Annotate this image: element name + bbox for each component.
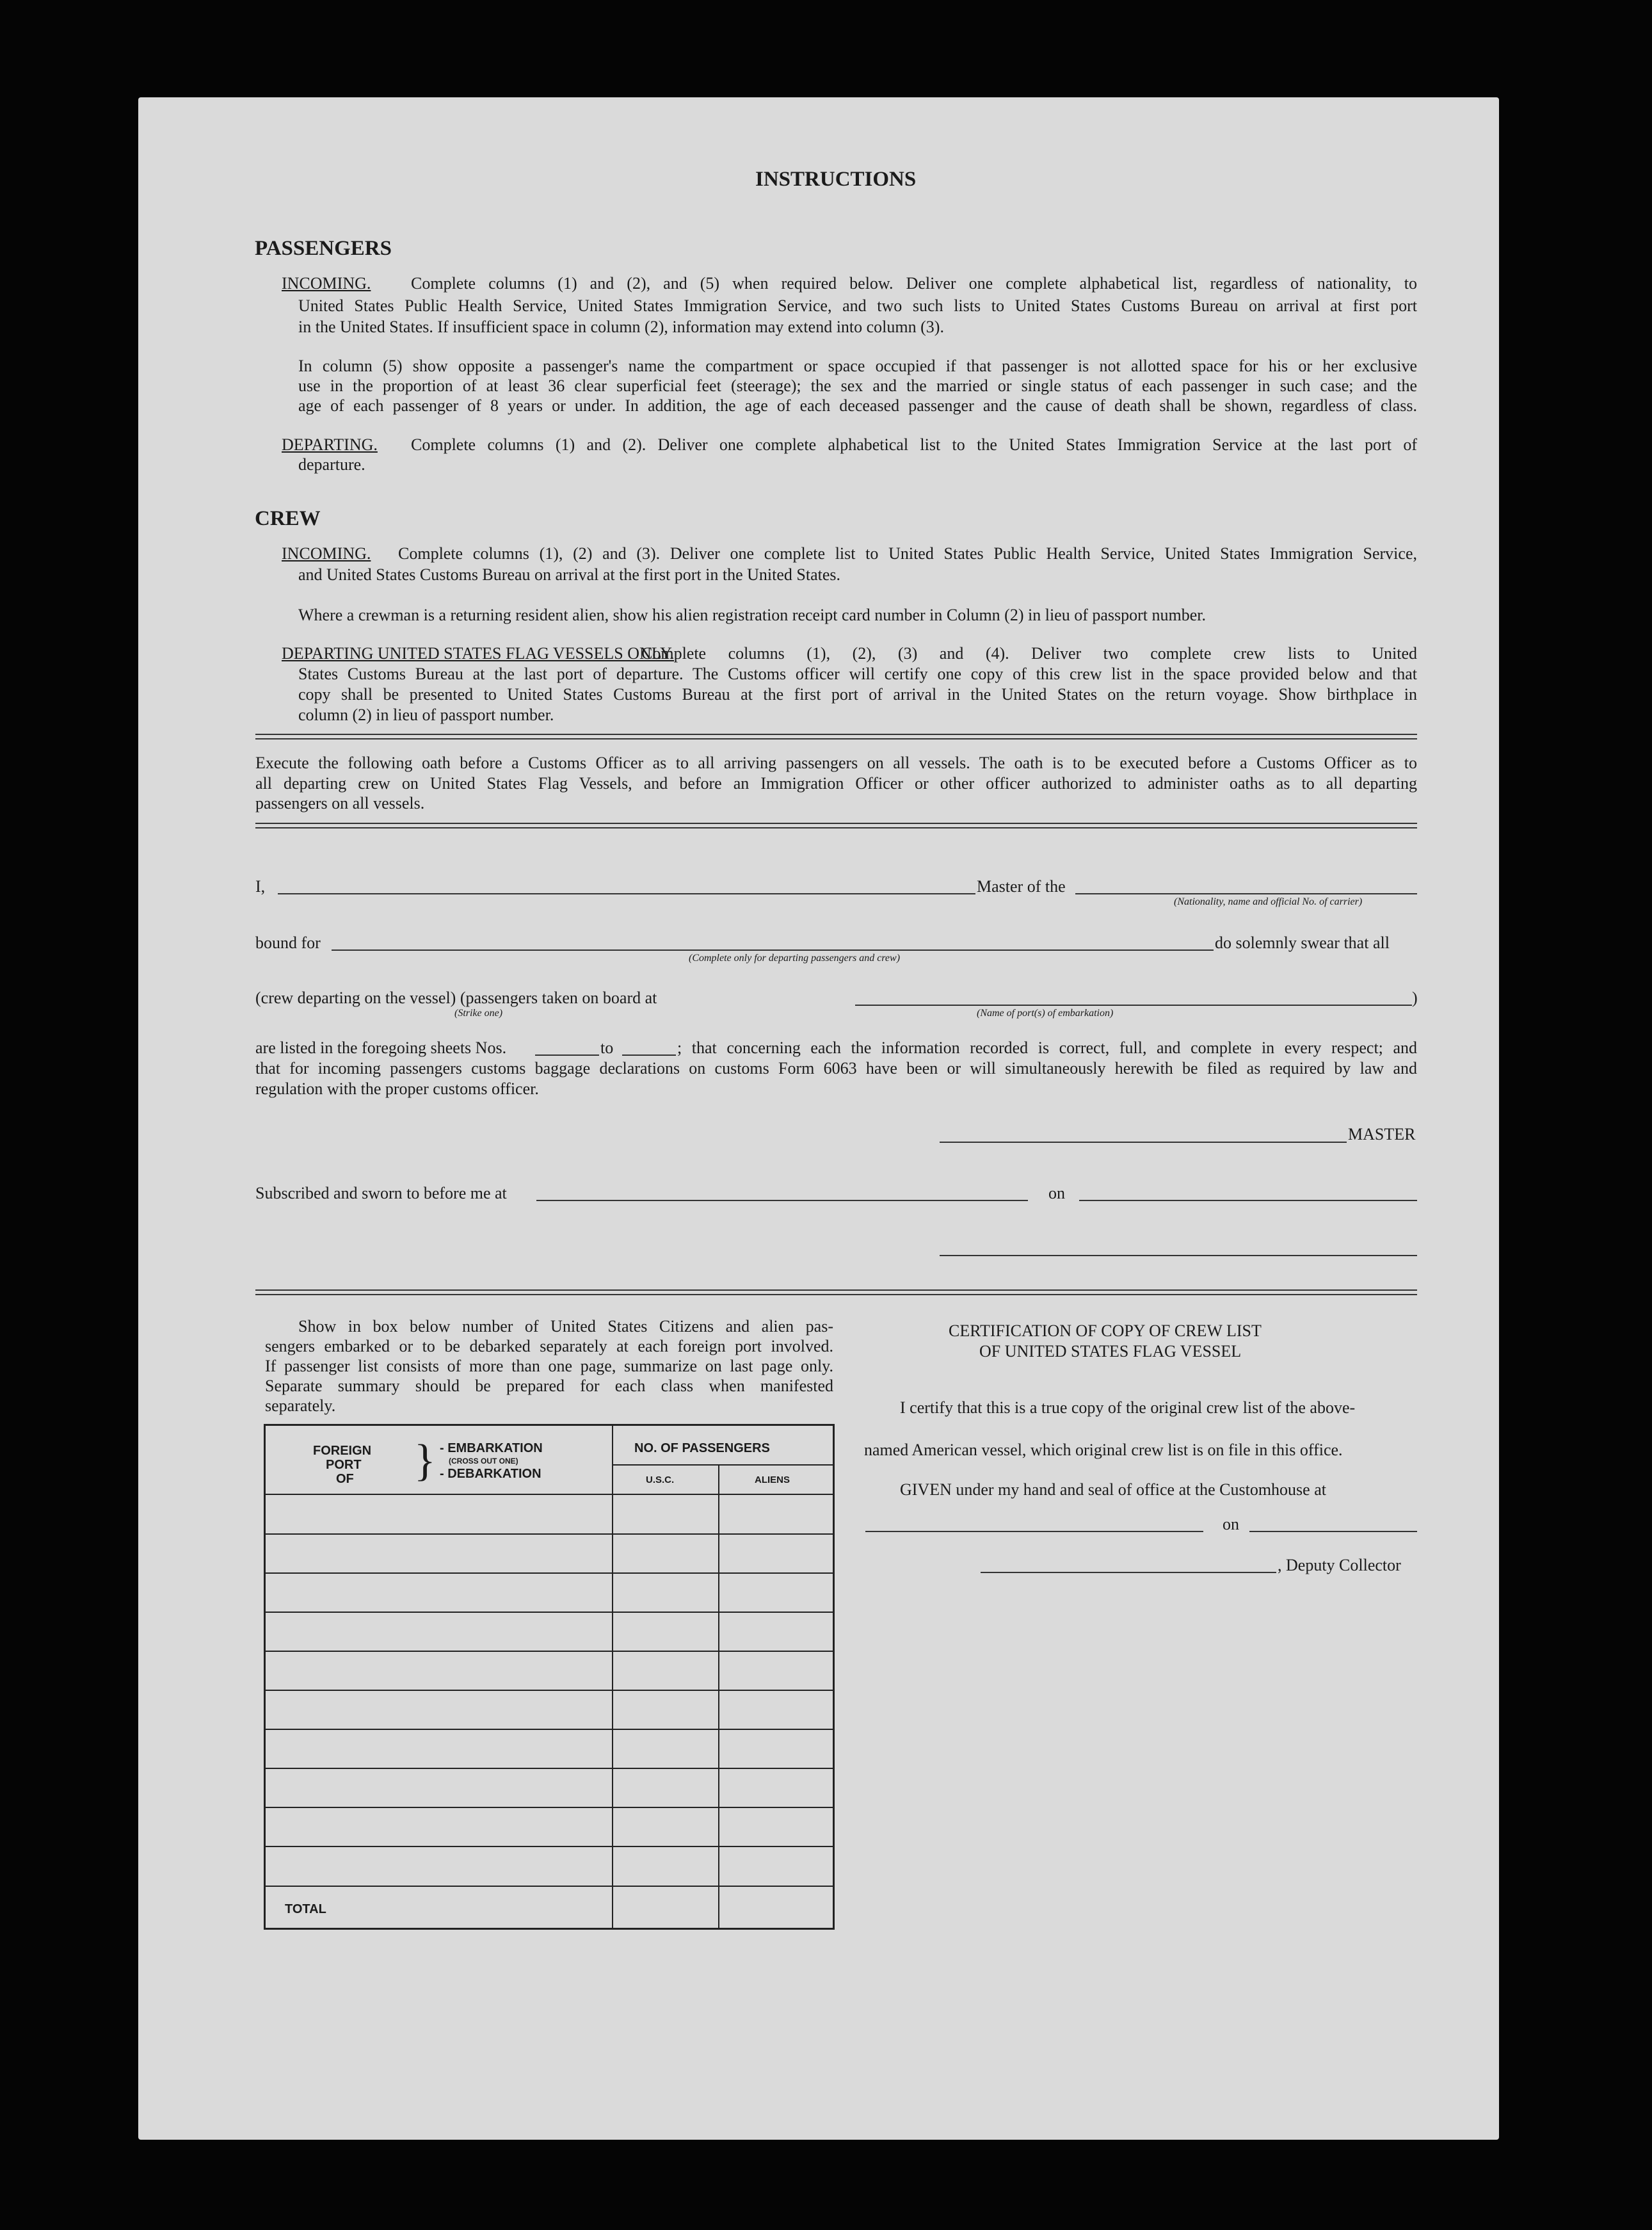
summary-instructions: If passenger list consists of more than one page, summarize on last page only.	[265, 1357, 833, 1375]
embarkation-caption: (Name of port(s) of embarkation)	[977, 1008, 1114, 1019]
crew-heading: CREW	[255, 507, 321, 530]
summary-instructions: Show in box below number of United States Citizens and alien pas-	[298, 1317, 833, 1336]
crew-departing-text: column (2) in lieu of passport number.	[298, 706, 554, 724]
table-header-foreign: FOREIGN	[313, 1444, 372, 1458]
certification-title: OF UNITED STATES FLAG VESSEL	[979, 1342, 1242, 1361]
certification-text: GIVEN under my hand and seal of office at the Customhouse at	[900, 1480, 1326, 1499]
table-header-debarkation: - DEBARKATION	[440, 1467, 541, 1481]
certification-date-field[interactable]	[1249, 1531, 1417, 1532]
on-label: on	[1048, 1184, 1065, 1202]
table-header-no-passengers: NO. OF PASSENGERS	[634, 1441, 770, 1455]
close-paren: )	[1412, 989, 1418, 1007]
passengers-heading: PASSENGERS	[255, 237, 392, 260]
summary-instructions: sengers embarked or to be debarked separately at each foreign port involved.	[265, 1337, 833, 1355]
bound-for-label: bound for	[255, 933, 321, 952]
column5-instructions: use in the proportion of at least 36 clear superficial feet (steerage); the sex and the married or single status of each passenger in such case; and the	[298, 376, 1417, 395]
certification-text: I certify that this is a true copy of the original crew list of the above-	[900, 1398, 1356, 1417]
do-solemnly-label: do solemnly swear that all	[1215, 933, 1390, 952]
brace-icon: }	[414, 1436, 436, 1485]
table-header-port: PORT	[326, 1458, 362, 1472]
column5-instructions: In column (5) show opposite a passenger's name the compartment or space occupied if that passenger is not allotted space for his or her exclusive	[298, 357, 1417, 375]
sheets-to-label: to	[600, 1038, 614, 1057]
passenger-summary-table	[264, 1424, 835, 1930]
certification-on-label: on	[1223, 1515, 1239, 1533]
table-header-cross-out: (CROSS OUT ONE)	[449, 1457, 518, 1466]
page-title: INSTRUCTIONS	[755, 168, 917, 191]
oath-text: ; that concerning each the information recorded is correct, full, and complete in every respect; and	[677, 1038, 1417, 1057]
passengers-incoming-label: INCOMING.	[282, 274, 371, 293]
table-header-of: OF	[336, 1472, 354, 1486]
sworn-date-field[interactable]	[1079, 1200, 1417, 1201]
deputy-collector-signature-field[interactable]	[981, 1572, 1276, 1573]
passengers-incoming-text: Complete columns (1) and (2), and (5) when required below. Deliver one complete alphabetical list, regardless of nationality, to	[411, 274, 1417, 293]
passengers-departing-text: Complete columns (1) and (2). Deliver one complete alphabetical list to the United States Immigration Service at the last port of	[411, 435, 1417, 454]
oath-text: regulation with the proper customs officer.	[255, 1079, 539, 1098]
strike-one-caption: (Strike one)	[454, 1008, 503, 1019]
oath-instructions: passengers on all vessels.	[255, 794, 425, 812]
deputy-collector-label: , Deputy Collector	[1278, 1556, 1401, 1574]
master-label: MASTER	[1348, 1125, 1416, 1143]
section-divider	[255, 734, 1417, 739]
section-divider	[255, 823, 1417, 828]
crew-incoming-text: Complete columns (1), (2) and (3). Deliver one complete list to United States Public Health Service, United States Immigration Service,	[398, 544, 1417, 563]
subscribed-label: Subscribed and sworn to before me at	[255, 1184, 507, 1202]
crew-departing-text: copy shall be presented to United States Customs Bureau at the first port of arrival in the United States on the return voyage. Show birthplace in	[298, 685, 1417, 704]
passengers-incoming-text: in the United States. If insufficient space in column (2), information may extend into column (3).	[298, 318, 944, 336]
master-signature-field[interactable]	[940, 1142, 1347, 1143]
crew-alien-note: Where a crewman is a returning resident alien, show his alien registration receipt card number in Column (2) in lieu of passport number.	[298, 606, 1207, 624]
carrier-field-caption: (Nationality, name and official No. of carrier)	[1174, 896, 1363, 907]
sheet-from-field[interactable]	[535, 1054, 599, 1056]
column5-instructions: age of each passenger of 8 years or under. In addition, the age of each deceased passenger and the cause of death shall be shown, regardless of class.	[298, 396, 1417, 415]
sheets-label: are listed in the foregoing sheets Nos.	[255, 1038, 507, 1057]
embarkation-port-field[interactable]	[855, 1005, 1412, 1006]
passengers-departing-label: DEPARTING.	[282, 435, 378, 454]
master-of-the-label: Master of the	[977, 877, 1066, 896]
oath-text: that for incoming passengers customs baggage declarations on customs Form 6063 have been or will simultaneously herewith be filed as required by law and	[255, 1059, 1417, 1078]
summary-instructions: Separate summary should be prepared for each class when manifested	[265, 1377, 833, 1395]
crew-incoming-label: INCOMING.	[282, 544, 371, 563]
crew-incoming-text: and United States Customs Bureau on arrival at the first port in the United States.	[298, 565, 841, 584]
summary-instructions: separately.	[265, 1396, 336, 1415]
master-name-field[interactable]	[278, 893, 975, 894]
passengers-incoming-text: United States Public Health Service, United States Immigration Service, and two such lists to United States Customs Bureau on arrival at first port	[298, 296, 1417, 315]
form-page	[138, 97, 1499, 2140]
oath-instructions: all departing crew on United States Flag Vessels, and before an Immigration Officer or other officer authorized to administer oaths as to all departing	[255, 774, 1417, 793]
table-header-embarkation: - EMBARKATION	[440, 1441, 543, 1455]
table-total-label: TOTAL	[285, 1902, 326, 1916]
certification-title: CERTIFICATION OF COPY OF CREW LIST	[949, 1321, 1262, 1340]
bound-for-caption: (Complete only for departing passengers and crew)	[689, 953, 901, 964]
table-header-aliens: ALIENS	[755, 1475, 790, 1485]
certification-text: named American vessel, which original crew list is on file in this office.	[864, 1441, 1343, 1459]
passengers-departing-text: departure.	[298, 455, 365, 474]
crew-departing-label: DEPARTING UNITED STATES FLAG VESSELS ONLY.	[282, 644, 674, 663]
oath-instructions: Execute the following oath before a Customs Officer as to all arriving passengers on all vessels. The oath is to be executed before a Customs Officer as to	[255, 754, 1417, 772]
crew-passengers-label: (crew departing on the vessel) (passengers taken on board at	[255, 989, 657, 1007]
sworn-location-field[interactable]	[536, 1200, 1028, 1201]
bound-for-field[interactable]	[332, 949, 1214, 951]
customhouse-field[interactable]	[865, 1531, 1203, 1532]
crew-departing-text: Complete columns (1), (2), (3) and (4). Deliver two complete crew lists to United	[641, 644, 1417, 663]
crew-departing-text: States Customs Bureau at the last port of departure. The Customs officer will certify one copy of this crew list in the space provided below and that	[298, 665, 1417, 683]
carrier-field[interactable]	[1075, 893, 1417, 894]
officer-signature-field[interactable]	[940, 1255, 1417, 1256]
oath-i: I,	[255, 877, 266, 896]
table-header-usc: U.S.C.	[646, 1475, 675, 1485]
sheet-to-field[interactable]	[622, 1054, 676, 1056]
section-divider	[255, 1289, 1417, 1295]
